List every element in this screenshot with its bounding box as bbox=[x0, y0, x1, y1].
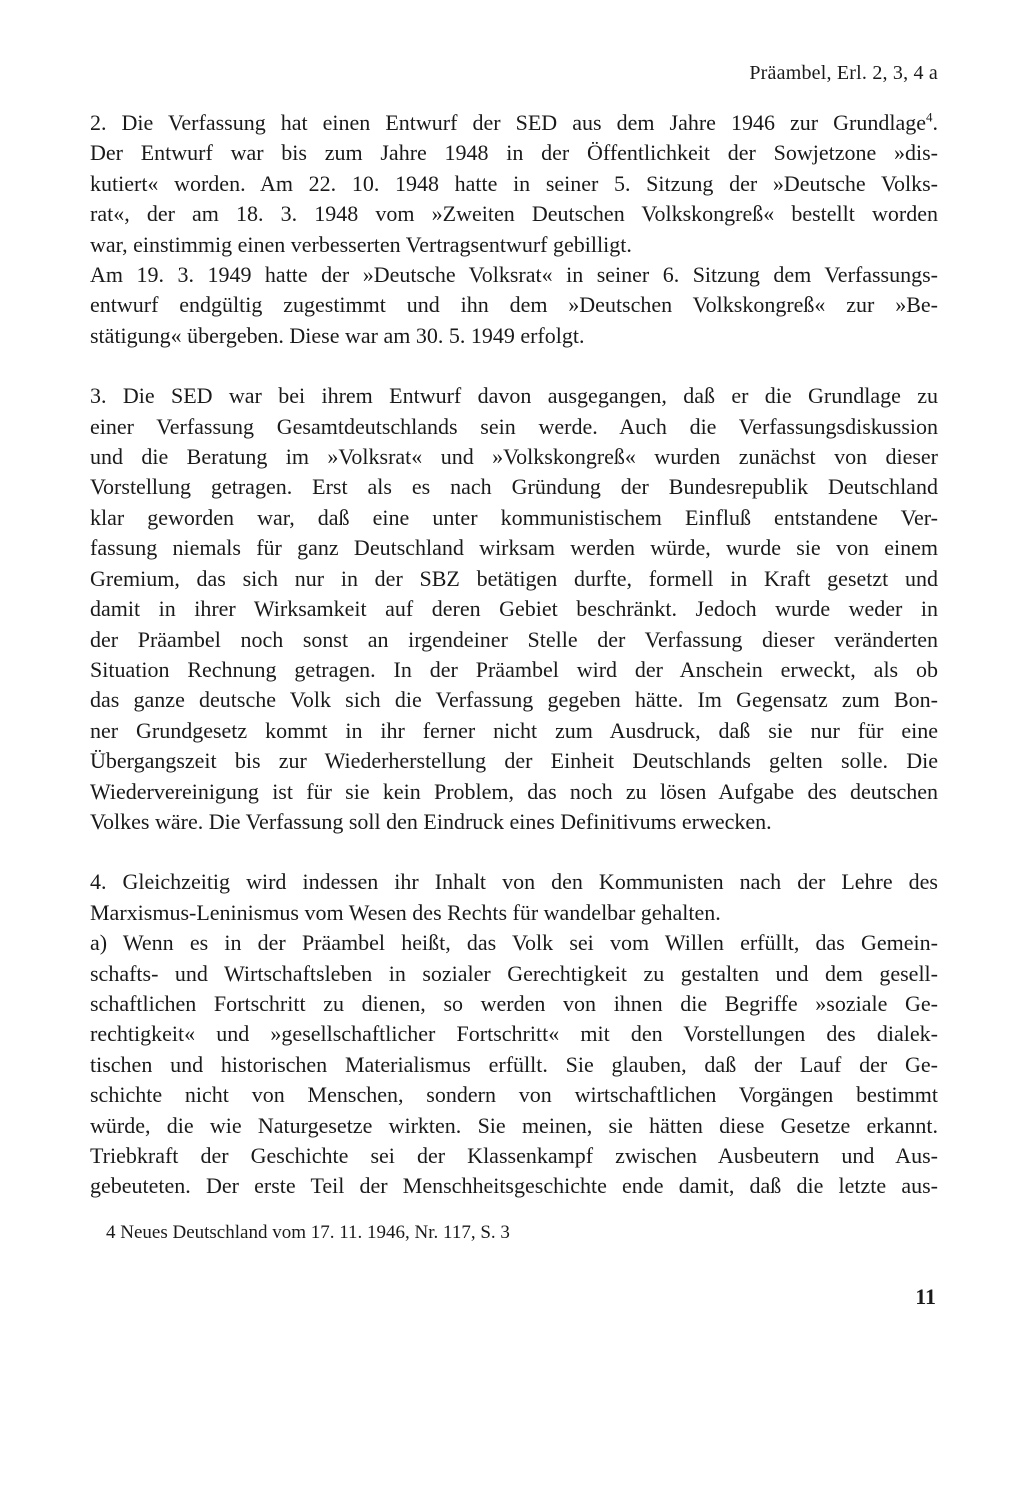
text-line: klar geworden war, daß eine unter kommunistischem Einfluß entstandene Ver- bbox=[90, 504, 938, 530]
text-line: stätigung« übergeben. Diese war am 30. 5. 1949 erfolgt. bbox=[90, 322, 585, 348]
text-line: Vorstellung getragen. Erst als es nach Gründung der Bundesrepublik Deutschland bbox=[90, 474, 938, 500]
running-head: Präambel, Erl. 2, 3, 4 a bbox=[749, 62, 938, 84]
text-line: Situation Rechnung getragen. In der Präambel wird der Anschein erweckt, als ob bbox=[90, 656, 938, 682]
text-line: Volkes wäre. Die Verfassung soll den Eindruck eines Definitivums erwecken. bbox=[90, 808, 772, 834]
text-line: entwurf endgültig zugestimmt und ihn dem »Deutschen Volkskongreß« zur »Be- bbox=[90, 292, 938, 318]
text-line: schichte nicht von Menschen, sondern von wirtschaftlichen Vorgängen bestimmt bbox=[90, 1082, 938, 1108]
text-line: damit in ihrer Wirksamkeit auf deren Gebiet beschränkt. Jedoch wurde weder in bbox=[90, 596, 938, 622]
text-line: fassung niemals für ganz Deutschland wirksam werden würde, wurde sie von einem bbox=[90, 535, 938, 561]
text-line: Triebkraft der Geschichte sei der Klassenkampf zwischen Ausbeutern und Aus- bbox=[90, 1143, 938, 1168]
footnote: 4 Neues Deutschland vom 17. 11. 1946, Nr. 117, S. 3 bbox=[106, 1222, 510, 1243]
paragraph-2-continued bbox=[90, 260, 938, 351]
page-body bbox=[90, 108, 938, 1202]
text-line: kutiert« worden. Am 22. 10. 1948 hatte in seiner 5. Sitzung der »Deutsche Volks- bbox=[90, 170, 938, 196]
text-line: Marxismus-Leninismus vom Wesen des Rechts für wandelbar gehalten. bbox=[90, 899, 721, 925]
text-line: a) Wenn es in der Präambel heißt, das Volk sei vom Willen erfüllt, das Gemein- bbox=[90, 930, 938, 956]
paragraph-4a bbox=[90, 928, 938, 1202]
text-line: tischen und historischen Materialismus erfüllt. Sie glauben, daß der Lauf der Ge- bbox=[90, 1051, 938, 1077]
paragraph-2 bbox=[90, 108, 938, 260]
text-line: war, einstimmig einen verbesserten Vertragsentwurf gebilligt. bbox=[90, 231, 632, 257]
page-number: 11 bbox=[915, 1284, 936, 1309]
text-line: schaftlichen Fortschritt zu dienen, so werden von ihnen die Begriffe »soziale Ge- bbox=[90, 990, 938, 1016]
paragraph-4 bbox=[90, 867, 938, 928]
text-line: würde, die wie Naturgesetze wirkten. Sie meinen, sie hätten diese Gesetze erkannt. bbox=[90, 1112, 938, 1138]
text-line: schafts- und Wirtschaftsleben in sozialer Gerechtigkeit zu gestalten und dem gesell- bbox=[90, 960, 938, 986]
text-line: gebeuteten. Der erste Teil der Menschheitsgeschichte ende damit, daß die letzte aus- bbox=[90, 1173, 938, 1199]
footnote-ref: 4 bbox=[926, 109, 933, 125]
text-line: einer Verfassung Gesamtdeutschlands sein werde. Auch die Verfassungsdiskussion bbox=[90, 413, 938, 439]
text-line: Übergangszeit bis zur Wiederherstellung der Einheit Deutschlands gelten solle. Die bbox=[90, 748, 938, 774]
text-line: Gremium, das sich nur in der SBZ betätigen durfte, formell in Kraft gesetzt und bbox=[90, 565, 938, 591]
text-line: 4. Gleichzeitig wird indessen ihr Inhalt von den Kommunisten nach der Lehre des bbox=[90, 869, 938, 895]
text-line: Am 19. 3. 1949 hatte der »Deutsche Volksrat« in seiner 6. Sitzung dem Verfassungs- bbox=[90, 262, 938, 288]
text-line: ner Grundgesetz kommt in ihr ferner nicht zum Ausdruck, daß sie nur für eine bbox=[90, 717, 938, 743]
text-line: 2. Die Verfassung hat einen Entwurf der SED aus dem Jahre 1946 zur Grundlage$^4$. bbox=[90, 109, 938, 135]
text-line: rechtigkeit« und »gesellschaftlicher Fortschritt« mit den Vorstellungen des dialek- bbox=[90, 1021, 938, 1047]
text-line: rat«, der am 18. 3. 1948 vom »Zweiten Deutschen Volkskongreß« bestellt worden bbox=[90, 201, 938, 227]
text-line: 3. Die SED war bei ihrem Entwurf davon ausgegangen, daß er die Grundlage zu bbox=[90, 383, 938, 409]
text-line: Der Entwurf war bis zum Jahre 1948 in der Öffentlichkeit der Sowjetzone »dis- bbox=[90, 140, 938, 166]
text-line: und die Beratung im »Volksrat« und »Volkskongreß« wurden zunächst von dieser bbox=[90, 444, 938, 470]
text-line: der Präambel noch sonst an irgendeiner Stelle der Verfassung dieser veränderten bbox=[90, 626, 938, 652]
text-line: Wiedervereinigung ist für sie kein Problem, das noch zu lösen Aufgabe des deutschen bbox=[90, 778, 938, 804]
paragraph-3 bbox=[90, 381, 938, 837]
text-line: das ganze deutsche Volk sich die Verfassung gegeben hätte. Im Gegensatz zum Bon- bbox=[90, 687, 938, 713]
